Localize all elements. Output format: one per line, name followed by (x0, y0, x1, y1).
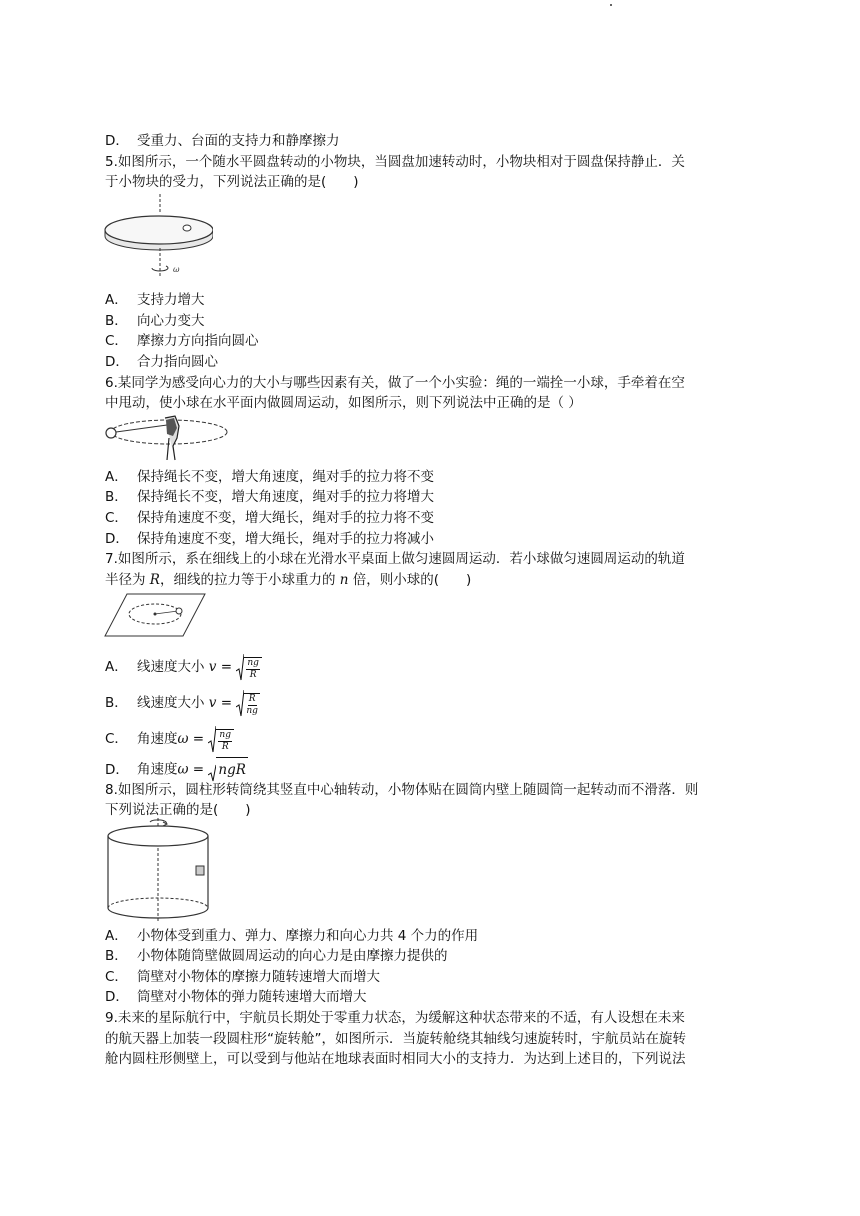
option-letter: D． (105, 761, 129, 778)
q6-option-a (105, 467, 434, 487)
q9-stem-line-3: 舱内圆柱形侧壁上，可以受到与他站在地球表面时相同大小的支持力．为达到上述目的，下列说法 (105, 1051, 686, 1067)
formula-eq: = (188, 761, 205, 778)
option-text: 线速度大小 (137, 659, 209, 675)
page-mark (610, 4, 612, 6)
option-letter: A． (105, 928, 128, 944)
option-letter: B． (105, 313, 128, 329)
q6-stem-line-2: 中甩动，使小球在水平面内做圆周运动，如图所示，则下列说法中正确的是（ ） (105, 395, 582, 411)
option-text: 保持角速度不变，增大绳长，绳对手的拉力将减小 (137, 531, 434, 547)
q8-stem-line-2: 下列说法正确的是( ) (105, 802, 251, 818)
option-letter: D． (105, 354, 129, 370)
option-text: 筒壁对小物体的弹力随转速增大而增大 (137, 989, 367, 1005)
option-text: 筒壁对小物体的摩擦力随转速增大而增大 (137, 969, 380, 985)
formula-var: ω (177, 761, 189, 778)
option-text: 向心力变大 (137, 313, 205, 329)
sqrt-fraction (208, 725, 234, 753)
q6-option-d (105, 529, 434, 549)
q5-option-c (105, 331, 259, 351)
table-circle-figure (103, 592, 207, 638)
option-text: 摩擦力方向指向圆心 (137, 333, 259, 349)
ball-on-string-figure (103, 412, 231, 464)
option-letter: A． (105, 469, 128, 485)
q7-stem-line-2 (105, 570, 471, 590)
q6-stem-line-1: 6.某同学为感受向心力的大小与哪些因素有关，做了一个小实验：绳的一端拴一小球，手牵着在空 (105, 375, 685, 391)
option-letter: A． (105, 292, 128, 308)
omega-label: ω (173, 265, 180, 274)
stem-text: 半径为 (105, 572, 150, 588)
option-letter: D． (105, 989, 129, 1005)
option-letter: B． (105, 948, 128, 964)
option-text: 小物体受到重力、弹力、摩擦力和向心力共 4 个力的作用 (137, 928, 479, 944)
q8-stem-line-1: 8.如图所示，圆柱形转筒绕其竖直中心轴转动，小物体贴在圆筒内壁上随圆筒一起转动而不滑落．则 (105, 782, 699, 798)
option-text: 角速度 (137, 761, 178, 778)
q5-option-a (105, 290, 205, 310)
option-letter: C． (105, 510, 128, 526)
q7-option-b (105, 688, 260, 718)
q5-stem-line-2: 于小物块的受力，下列说法正确的是( ) (105, 174, 359, 190)
q4-option-d (105, 131, 340, 151)
formula-var: v (208, 659, 217, 675)
option-letter: B． (105, 489, 128, 505)
q8-option-d (105, 987, 367, 1007)
stem-text: ，细线的拉力等于小球重力的 (159, 572, 340, 588)
option-letter: D． (105, 531, 129, 547)
denominator: R (221, 742, 229, 752)
formula-eq: = (188, 731, 205, 747)
numerator: ng (219, 730, 231, 740)
option-text: 合力指向圆心 (137, 354, 218, 370)
formula-var: ω (177, 731, 189, 747)
option-letter: C． (105, 333, 128, 349)
ball (106, 428, 116, 438)
option-text: 保持绳长不变，增大角速度，绳对手的拉力将不变 (137, 469, 434, 485)
formula-var: v (208, 695, 217, 711)
ball (176, 608, 182, 614)
block (183, 225, 191, 231)
numerator: R (248, 694, 256, 704)
q5-stem-line-1: 5.如图所示，一个随水平圆盘转动的小物块，当圆盘加速转动时，小物块相对于圆盘保持静止．关 (105, 154, 685, 170)
q8-option-c (105, 967, 380, 987)
option-letter: D． (105, 133, 129, 149)
rotating-disk-figure (103, 192, 213, 280)
q9-stem-line-2: 的航天器上加装一段圆柱形“旋转舱”，如图所示．当旋转舱绕其轴线匀速旋转时，宇航员站在旋转 (105, 1031, 686, 1047)
sqrt (208, 757, 248, 782)
formula-eq: = (216, 659, 233, 675)
option-text: 受重力、台面的支持力和静摩擦力 (137, 133, 340, 149)
q6-option-c (105, 508, 434, 528)
option-letter: C． (105, 969, 128, 985)
option-text: 支持力增大 (137, 292, 205, 308)
var-R: R (149, 572, 160, 588)
formula-eq: = (216, 695, 233, 711)
q6-option-b (105, 487, 434, 507)
q8-option-b (105, 946, 448, 966)
var-n: n (339, 572, 349, 588)
q9-stem-line-1: 9.未来的星际航行中，宇航员长期处于零重力状态，为缓解这种状态带来的不适，有人设想在未来 (105, 1010, 685, 1026)
denominator: R (249, 670, 257, 680)
option-text: 角速度 (137, 731, 178, 747)
denominator: ng (246, 706, 258, 716)
q7-stem-line-1: 7.如图所示，系在细线上的小球在光滑水平桌面上做匀速圆周运动．若小球做匀速圆周运动的轨道 (105, 551, 685, 567)
option-letter: B． (105, 695, 128, 711)
sqrt-fraction (236, 653, 262, 681)
q7-option-c (105, 724, 234, 754)
numerator: ng (247, 658, 259, 668)
option-text: 保持绳长不变，增大角速度，绳对手的拉力将增大 (137, 489, 434, 505)
option-text: 小物体随筒壁做圆周运动的向心力是由摩擦力提供的 (137, 948, 448, 964)
q7-option-d (105, 757, 248, 782)
stem-text: 倍，则小球的( ) (348, 572, 472, 588)
small-object (196, 866, 204, 875)
q5-option-d (105, 352, 218, 372)
q7-option-a (105, 652, 262, 682)
option-letter: A． (105, 659, 128, 675)
option-text: 保持角速度不变，增大绳长，绳对手的拉力将不变 (137, 510, 434, 526)
rotating-cylinder-figure (103, 816, 213, 924)
q5-option-b (105, 311, 205, 331)
radicand: ngR (216, 757, 248, 782)
option-text: 线速度大小 (137, 695, 209, 711)
option-letter: C． (105, 731, 128, 747)
q8-option-a (105, 926, 478, 946)
sqrt-fraction (236, 689, 260, 717)
